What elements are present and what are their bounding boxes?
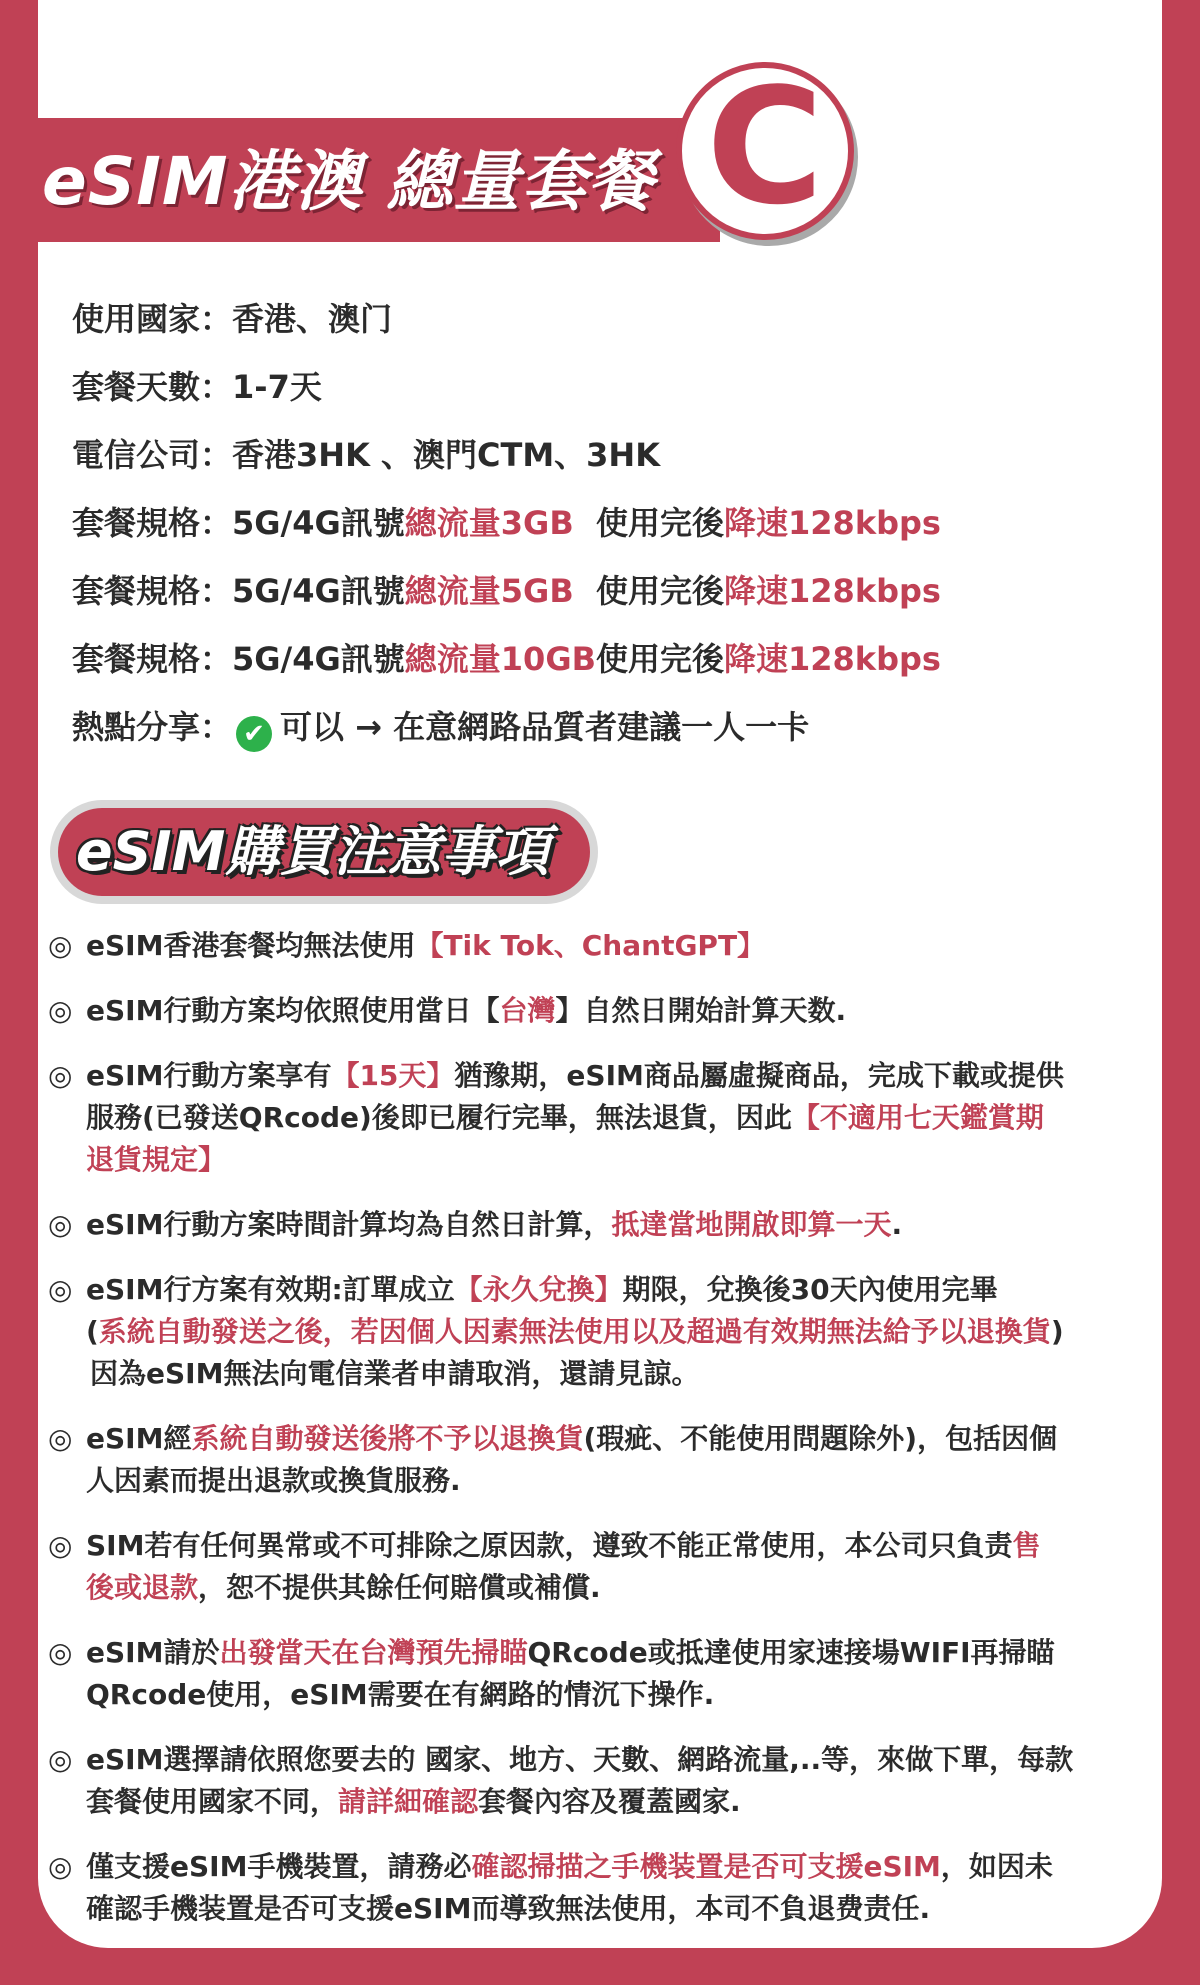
- notice-text: SIM若有任何異常或不可排除之原因款，遵致不能正常使用，本公司只負责: [86, 1529, 1013, 1562]
- notice-text: ): [1050, 1315, 1064, 1348]
- notice-highlight: 抵達當地開啟即算一天: [611, 1208, 892, 1241]
- notice-text: (瑕疵、不能使用問題除外)，包括因個: [583, 1422, 1058, 1455]
- notice-highlight: 【永久兌換】: [454, 1273, 623, 1306]
- plan-badge-letter: C: [706, 53, 824, 240]
- notice-highlight: 台灣: [499, 994, 556, 1027]
- info-row-plan-5gb: [72, 557, 1112, 625]
- info-row-country: [72, 285, 1112, 353]
- list-item: [48, 1632, 1148, 1716]
- info-label: 熱點分享：: [72, 708, 233, 746]
- list-item: [48, 1739, 1148, 1823]
- notice-text: 僅支援eSIM手機裝置，請務必: [86, 1850, 472, 1883]
- notice-highlight: 【不適用七天鑑賞期: [791, 1101, 1044, 1134]
- info-label: 套餐規格：: [72, 640, 233, 678]
- bullet-mark: ◎: [48, 1636, 73, 1669]
- plan-data-cap: 總流量10GB: [404, 640, 596, 678]
- notice-highlight: 系統自動發送後將不予以退換貨: [191, 1422, 584, 1455]
- notice-highlight: 系統自動發送之後，若因個人因素無法使用以及超過有效期無法給予以退換貨: [98, 1315, 1051, 1348]
- notice-text: eSIM香港套餐均無法使用: [86, 929, 416, 962]
- plan-after: 使用完後: [573, 504, 725, 542]
- info-row-plan-10gb: [72, 625, 1112, 693]
- info-row-days: [72, 353, 1112, 421]
- info-value: 香港3HK 、澳門CTM、3HK: [232, 436, 661, 474]
- notice-text: 】自然日開始計算天数.: [555, 994, 847, 1027]
- page-title: eSIM港澳 總量套餐: [42, 143, 655, 220]
- notice-list: [48, 925, 1148, 1953]
- plan-throttle: 降速128kbps: [724, 504, 941, 542]
- notice-text: 服務(已發送QRcode)後即已履行完畢，無法退貨，因此: [86, 1101, 792, 1134]
- notice-highlight: 出發當天在台灣預先掃瞄: [219, 1636, 528, 1669]
- list-item: [48, 925, 1148, 967]
- plan-after: 使用完後: [573, 572, 725, 610]
- bullet-mark: ◎: [48, 1208, 73, 1241]
- plan-after: 使用完後: [595, 640, 724, 678]
- plan-info-list: [72, 285, 1112, 761]
- info-row-plan-3gb: [72, 489, 1112, 557]
- bullet-mark: ◎: [48, 929, 73, 962]
- notice-text: eSIM請於: [86, 1636, 220, 1669]
- bullet-mark: ◎: [48, 1743, 73, 1776]
- info-label: 使用國家：: [72, 300, 233, 338]
- info-value: 1-7天: [232, 368, 322, 406]
- plan-badge: [676, 53, 854, 240]
- plan-data-cap: 總流量5GB: [404, 572, 574, 610]
- notice-text: 猶豫期，eSIM商品屬虛擬商品，完成下載或提供: [454, 1059, 1064, 1092]
- notice-highlight: 售: [1012, 1529, 1041, 1562]
- info-label: 套餐規格：: [72, 572, 233, 610]
- notice-text: eSIM行動方案時間計算均為自然日計算，: [86, 1208, 612, 1241]
- notice-text: (: [86, 1315, 99, 1348]
- list-item: [48, 1204, 1148, 1246]
- notice-text: eSIM行動方案享有: [86, 1059, 332, 1092]
- plan-network: 5G/4G訊號: [232, 572, 405, 610]
- notice-highlight: 【Tik Tok、ChantGPT】: [415, 929, 766, 962]
- notice-text: eSIM選擇請依照您要去的 國家、地方、天數、網路流量,..等，來做下單，每款: [86, 1743, 1074, 1776]
- list-item: [48, 1418, 1148, 1502]
- notice-text: eSIM經: [86, 1422, 192, 1455]
- info-value: 香港、澳门: [232, 300, 393, 338]
- info-label: 電信公司：: [72, 436, 233, 474]
- notice-text: eSIM行方案有效期:訂單成立: [86, 1273, 455, 1306]
- notice-text: 期限，兌換後30天內使用完畢: [622, 1273, 998, 1306]
- list-item: [48, 1525, 1148, 1609]
- info-row-carrier: [72, 421, 1112, 489]
- list-item: [48, 990, 1148, 1032]
- notice-text: ，恕不提供其餘任何賠償或補償.: [198, 1571, 601, 1604]
- list-item: [48, 1846, 1148, 1930]
- notice-highlight: 確認掃描之手機装置是否可支援eSIM: [471, 1850, 941, 1883]
- plan-network: 5G/4G訊號: [232, 504, 405, 542]
- notice-text: ，如因未: [940, 1850, 1053, 1883]
- notice-text: 套餐使用國家不同，: [86, 1785, 339, 1818]
- plan-throttle: 降速128kbps: [724, 640, 941, 678]
- plan-network: 5G/4G訊號: [232, 640, 405, 678]
- info-row-hotspot: [72, 693, 1112, 761]
- notice-highlight: 請詳細確認: [338, 1785, 479, 1818]
- notice-text: 因為eSIM無法向電信業者申請取消，還請見諒。: [90, 1357, 700, 1390]
- info-label: 套餐天數：: [72, 368, 233, 406]
- notice-text: 確認手機装置是否可支援eSIM而導致無法使用，本司不負退费责任.: [86, 1892, 931, 1925]
- notice-highlight: 【15天】: [331, 1059, 455, 1092]
- check-circle-icon: ✔: [236, 716, 272, 752]
- notice-text: QRcode或抵達使用家速接場WIFI再掃瞄: [527, 1636, 1055, 1669]
- bullet-mark: ◎: [48, 1273, 73, 1306]
- list-item: [48, 1055, 1148, 1181]
- bullet-mark: ◎: [48, 994, 73, 1027]
- notice-text: .: [891, 1208, 903, 1241]
- info-value: 可以 → 在意網路品質者建議一人一卡: [280, 708, 810, 746]
- notice-highlight: 後或退款: [86, 1571, 199, 1604]
- bullet-mark: ◎: [48, 1850, 73, 1883]
- bullet-mark: ◎: [48, 1059, 73, 1092]
- plan-throttle: 降速128kbps: [724, 572, 941, 610]
- bullet-mark: ◎: [48, 1529, 73, 1562]
- notice-text: eSIM行動方案均依照使用當日【: [86, 994, 500, 1027]
- info-label: 套餐規格：: [72, 504, 233, 542]
- list-item: [48, 1269, 1148, 1395]
- notice-highlight: 退貨規定】: [86, 1143, 227, 1176]
- notice-text: 人因素而提出退款或換貨服務.: [86, 1464, 461, 1497]
- notice-text: 套餐內容及覆蓋國家.: [478, 1785, 741, 1818]
- bullet-mark: ◎: [48, 1422, 73, 1455]
- notice-heading: eSIM購買注意事項: [76, 820, 550, 883]
- plan-data-cap: 總流量3GB: [404, 504, 574, 542]
- notice-text: QRcode使用，eSIM需要在有網路的情沉下操作.: [86, 1678, 715, 1711]
